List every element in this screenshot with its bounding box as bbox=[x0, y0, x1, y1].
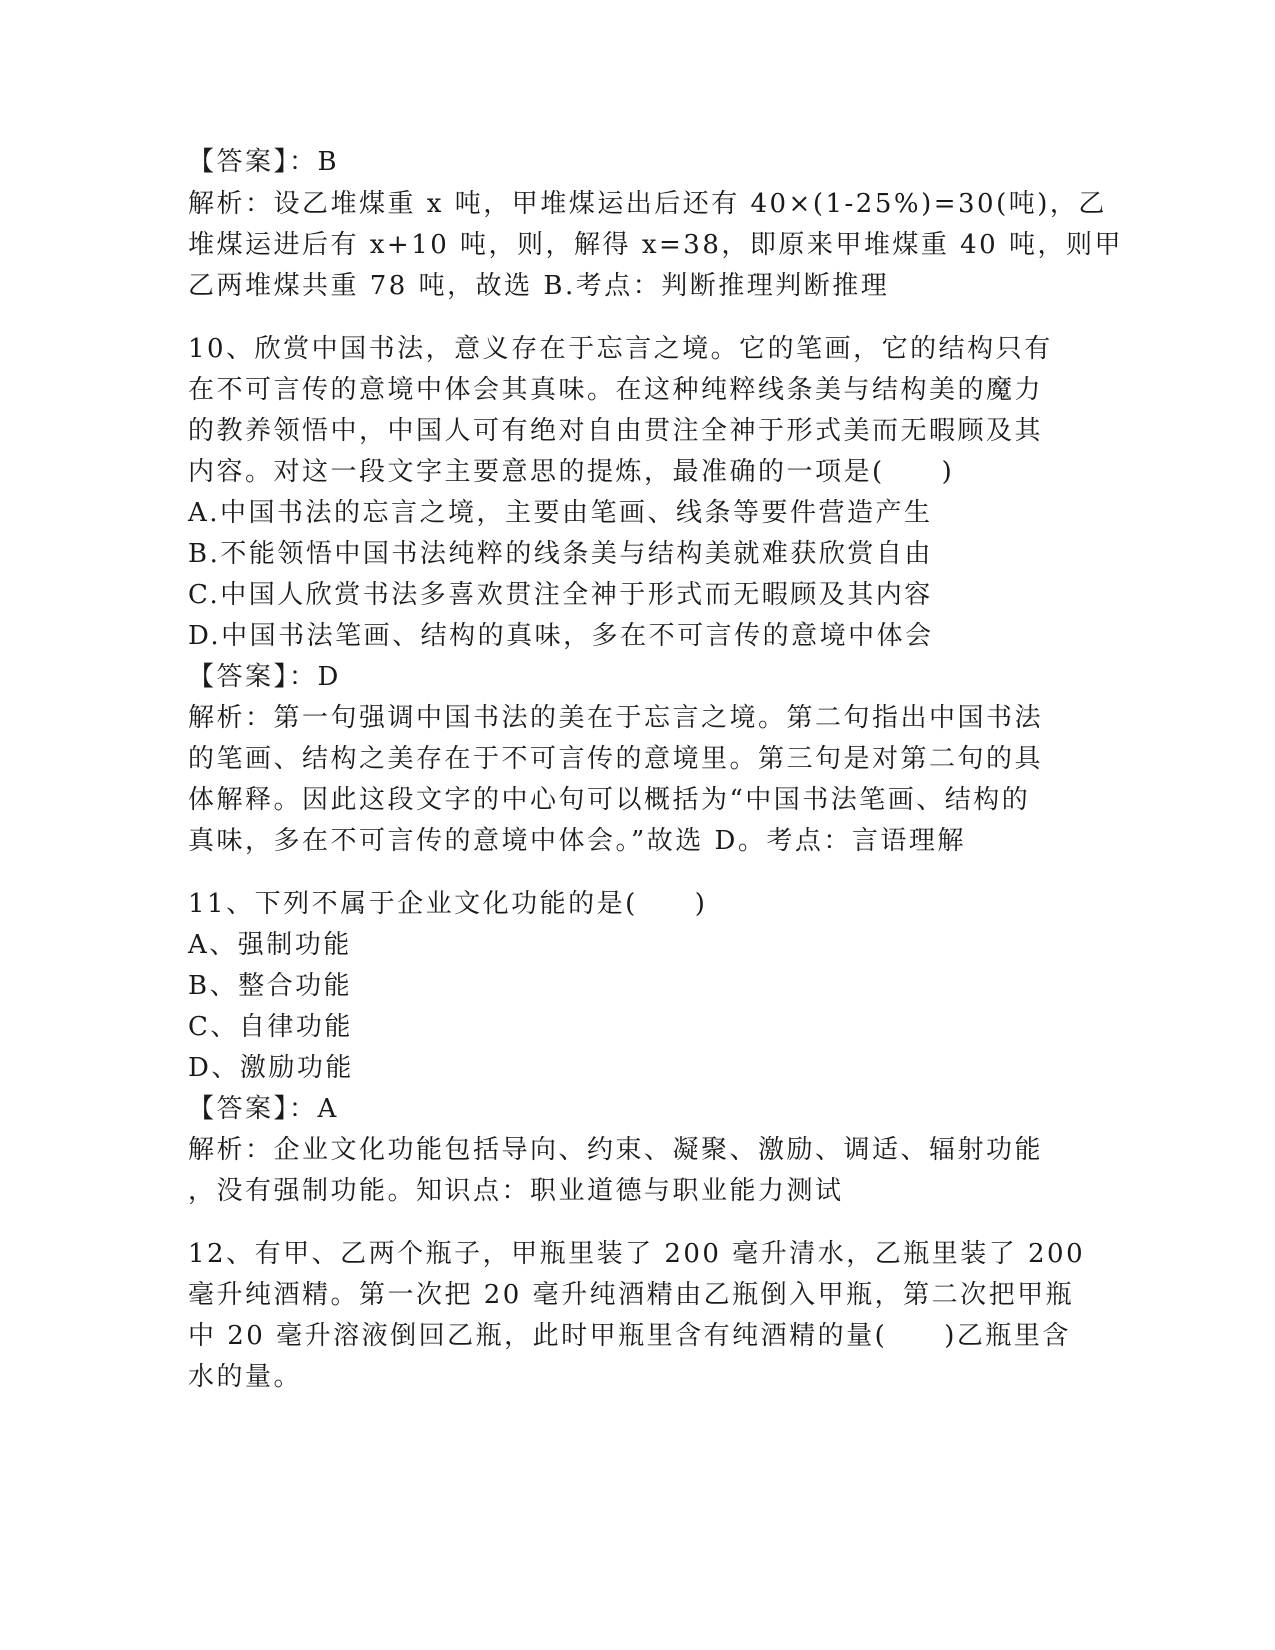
q10-option-d: D.中国书法笔画、结构的真味，多在不可言传的意境中体会 bbox=[188, 621, 934, 651]
q11-answer: 【答案】：A bbox=[188, 1094, 339, 1124]
q10-question-line: 内容。对这一段文字主要意思的提炼，最准确的一项是( ) bbox=[188, 457, 955, 487]
q12-question-line: 水的量。 bbox=[188, 1362, 303, 1392]
q10-question-line: 10、欣赏中国书法，意义存在于忘言之境。它的笔画，它的结构只有 bbox=[188, 334, 1053, 364]
q9-analysis-line: 乙两堆煤共重 78 吨，故选 B.考点：判断推理判断推理 bbox=[188, 271, 890, 301]
q9-analysis-line: 堆煤运进后有 x+10 吨，则，解得 x=38，即原来甲堆煤重 40 吨，则甲 bbox=[188, 230, 1123, 260]
q11-option-a: A、强制功能 bbox=[188, 930, 352, 960]
q10-analysis-line: 真味，多在不可言传的意境中体会。”故选 D。考点：言语理解 bbox=[188, 826, 966, 856]
q12-question-line: 中 20 毫升溶液倒回乙瓶，此时甲瓶里含有纯酒精的量( )乙瓶里含 bbox=[188, 1321, 1071, 1351]
q11-analysis-line: ，没有强制功能。知识点：职业道德与职业能力测试 bbox=[188, 1176, 844, 1206]
q10-analysis-line: 的笔画、结构之美存在于不可言传的意境里。第三句是对第二句的具 bbox=[188, 744, 1044, 774]
q10-question-line: 的教养领悟中，中国人可有绝对自由贯注全神于形式美而无暇顾及其 bbox=[188, 416, 1044, 446]
q9-analysis-line: 解析：设乙堆煤重 x 吨，甲堆煤运出后还有 40×(1-25%)=30(吨)，乙 bbox=[188, 189, 1107, 219]
q10-analysis-line: 解析：第一句强调中国书法的美在于忘言之境。第二句指出中国书法 bbox=[188, 703, 1044, 733]
q10-analysis-line: 体解释。因此这段文字的中心句可以概括为“中国书法笔画、结构的 bbox=[188, 785, 1031, 815]
q11-question-line: 11、下列不属于企业文化功能的是( ) bbox=[188, 889, 708, 919]
q12-question-line: 毫升纯酒精。第一次把 20 毫升纯酒精由乙瓶倒入甲瓶，第二次把甲瓶 bbox=[188, 1280, 1075, 1310]
q11-option-d: D、激励功能 bbox=[188, 1053, 354, 1083]
q10-option-b: B.不能领悟中国书法纯粹的线条美与结构美就难获欣赏自由 bbox=[188, 539, 933, 569]
q9-answer: 【答案】：B bbox=[188, 147, 340, 177]
q12-question-line: 12、有甲、乙两个瓶子，甲瓶里装了 200 毫升清水，乙瓶里装了 200 bbox=[188, 1239, 1086, 1269]
q11-analysis-line: 解析：企业文化功能包括导向、约束、凝聚、激励、调适、辐射功能 bbox=[188, 1135, 1044, 1165]
q11-option-c: C、自律功能 bbox=[188, 1012, 353, 1042]
q10-question-line: 在不可言传的意境中体会其真味。在这种纯粹线条美与结构美的魔力 bbox=[188, 375, 1044, 405]
q10-answer: 【答案】：D bbox=[188, 662, 341, 692]
q10-option-a: A.中国书法的忘言之境，主要由笔画、线条等要件营造产生 bbox=[188, 498, 933, 528]
q11-option-b: B、整合功能 bbox=[188, 971, 353, 1001]
q10-option-c: C.中国人欣赏书法多喜欢贯注全神于形式而无暇顾及其内容 bbox=[188, 580, 933, 610]
